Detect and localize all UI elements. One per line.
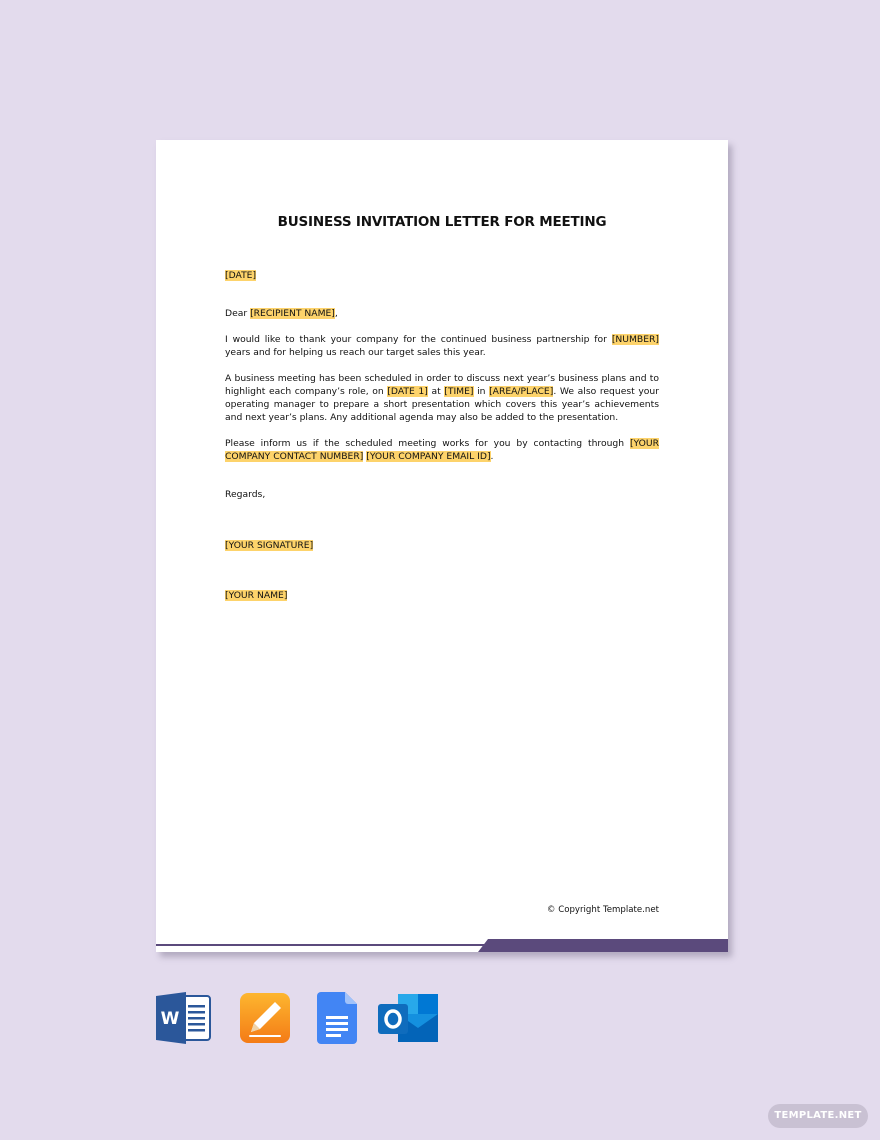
footer-band xyxy=(478,939,728,952)
date-line xyxy=(225,269,659,282)
svg-text:W: W xyxy=(160,1009,180,1029)
google-docs-icon[interactable] xyxy=(317,992,359,1044)
date-placeholder: [DATE] xyxy=(225,270,257,281)
email-placeholder: [YOUR COMPANY EMAIL ID] xyxy=(366,451,491,462)
paragraph-1: I would like to thank your company for the continued business partnership for [NUMBER] years and for helping us reach our target sales this year. xyxy=(225,334,659,358)
footer-line xyxy=(156,944,486,946)
number-placeholder: [NUMBER] xyxy=(611,334,659,345)
contact-number-placeholder: [YOUR COMPANY CONTACT NUMBER] xyxy=(225,438,659,462)
document-title: BUSINESS INVITATION LETTER FOR MEETING xyxy=(277,214,607,230)
outlook-icon[interactable] xyxy=(378,992,440,1044)
paragraph-3: Please inform us if the scheduled meeting works for you by contacting through [YOUR COMPANY CONTACT NUMBER] [YOUR COMPANY EMAIL ID]. xyxy=(225,438,659,462)
meeting-date-placeholder: [DATE 1] xyxy=(387,386,428,397)
document-page xyxy=(156,140,728,952)
name-line xyxy=(225,589,659,602)
word-icon[interactable] xyxy=(156,992,212,1044)
signature-placeholder: [YOUR SIGNATURE] xyxy=(225,540,314,551)
recipient-placeholder: [RECIPIENT NAME] xyxy=(250,308,335,319)
paragraph-2: A business meeting has been scheduled in order to discuss next year’s business plans and to highlight each company’s role, on [DATE 1] at [TIME] in [AREA/PLACE]. We also request your operating manager to prepare a short presentation which covers this year’s achievements and next year’s plans. Any additional agenda may also be added to the presentation. xyxy=(225,373,659,423)
time-placeholder: [TIME] xyxy=(444,386,474,397)
signature-line xyxy=(225,539,659,552)
template-net-watermark: TEMPLATE.NET xyxy=(768,1104,868,1128)
name-placeholder: [YOUR NAME] xyxy=(225,590,288,601)
salutation: Dear [RECIPIENT NAME], xyxy=(225,308,338,319)
copyright: © Copyright Template.net xyxy=(546,905,659,915)
pages-icon[interactable] xyxy=(239,992,291,1044)
place-placeholder: [AREA/PLACE] xyxy=(489,386,554,397)
closing: Regards, xyxy=(225,489,266,500)
